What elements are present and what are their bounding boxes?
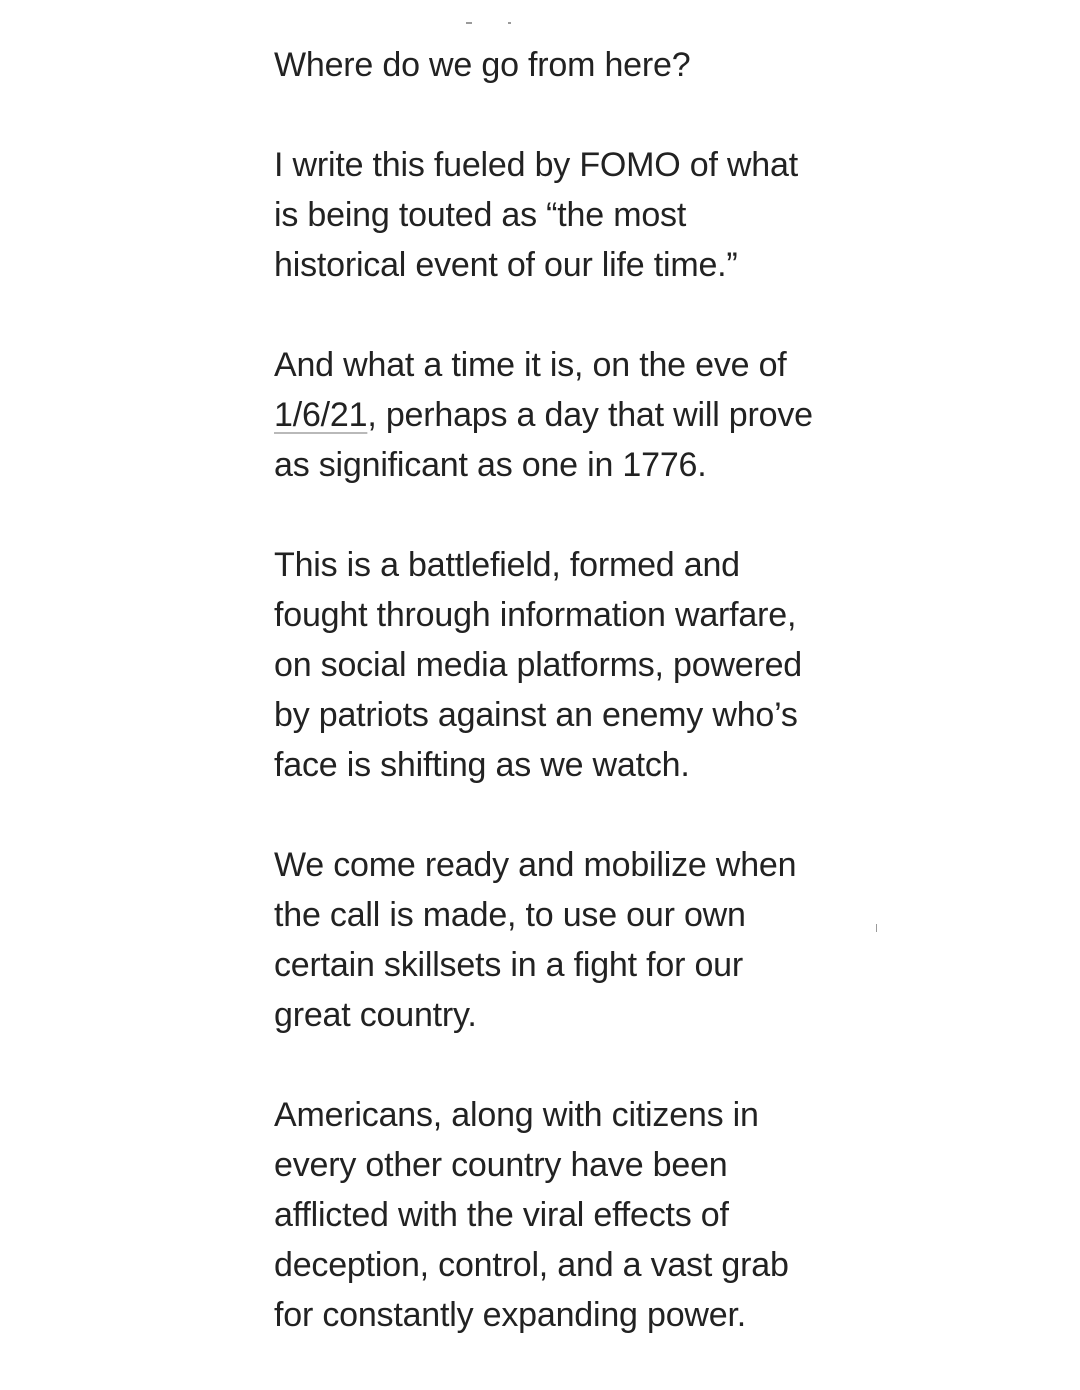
text-line: Americans, along with citizens in (274, 1096, 759, 1134)
paragraph-fomo (274, 140, 874, 290)
top-artifact-mark (466, 22, 472, 24)
text-line: This is a battlefield, formed and (274, 546, 740, 584)
text-line: I write this fueled by FOMO of what (274, 146, 798, 184)
paragraph-date (274, 340, 874, 490)
text-line: afflicted with the viral effects of (274, 1196, 729, 1234)
side-artifact-mark (876, 924, 877, 932)
text-fragment: , perhaps a day that will prove (367, 396, 813, 434)
text-line: great country. (274, 996, 477, 1034)
text-line: fought through information warfare, (274, 596, 797, 634)
text-line: on social media platforms, powered (274, 646, 803, 684)
text-line: as significant as one in 1776. (274, 446, 707, 484)
text-line: every other country have been (274, 1146, 728, 1184)
paragraph-mobilize (274, 840, 874, 1040)
top-artifact-mark (508, 22, 511, 24)
date-link[interactable]: 1/6/21 (274, 396, 368, 434)
paragraph-battlefield (274, 540, 874, 790)
text-line: by patriots against an enemy who’s (274, 696, 798, 734)
text-line: certain skillsets in a fight for our (274, 946, 743, 984)
text-line: And what a time it is, on the eve of (274, 346, 787, 384)
text-line: deception, control, and a vast grab (274, 1246, 789, 1284)
text-line: Where do we go from here? (274, 46, 691, 84)
text-line: for constantly expanding power. (274, 1296, 746, 1334)
text-line: historical event of our life time.” (274, 246, 738, 284)
paragraph-opening-question (274, 40, 874, 90)
paragraph-americans (274, 1090, 874, 1340)
text-line: face is shifting as we watch. (274, 746, 690, 784)
text-line: is being touted as “the most (274, 196, 687, 234)
text-line-with-date (274, 390, 874, 440)
text-line: We come ready and mobilize when (274, 846, 797, 884)
text-line: the call is made, to use our own (274, 896, 746, 934)
note-body (274, 40, 874, 1390)
